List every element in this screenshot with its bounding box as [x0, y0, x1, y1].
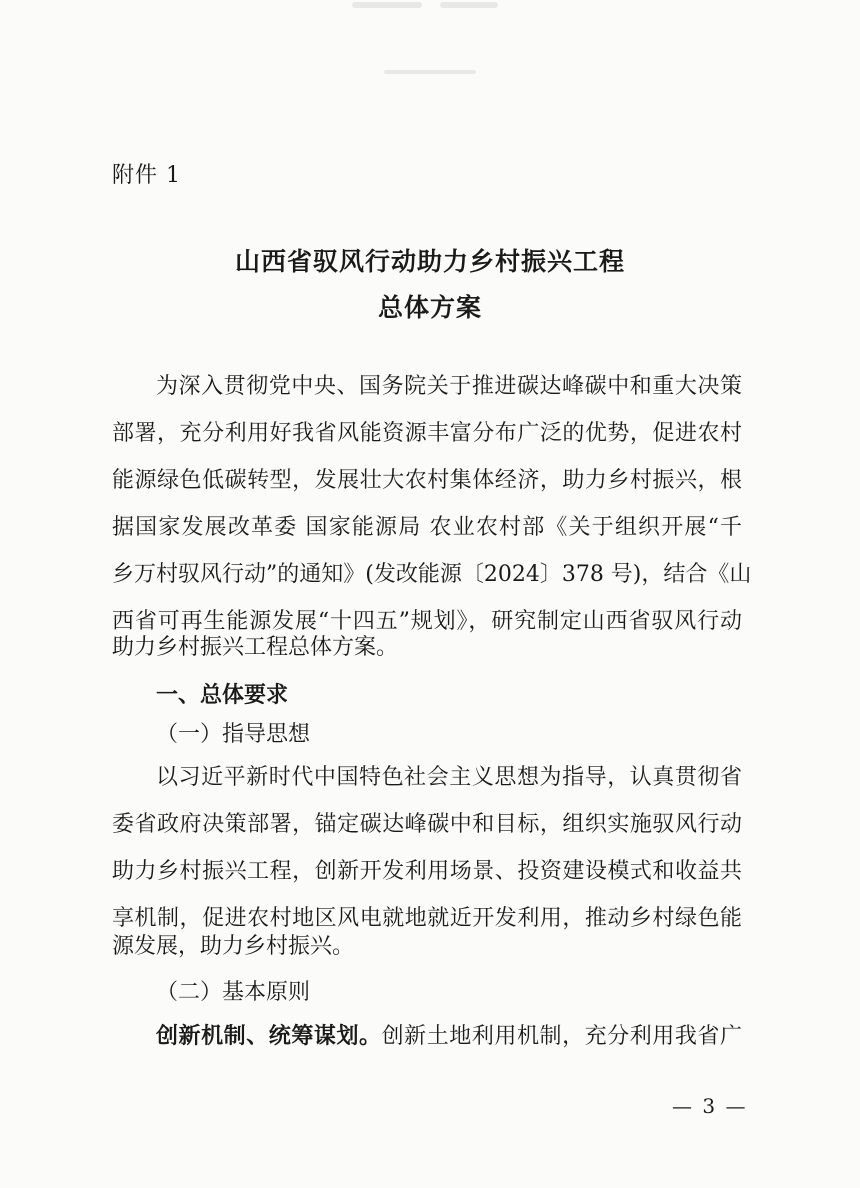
- principle-line: [156, 1021, 742, 1052]
- intro-line: 能源绿色低碳转型，发展壮大农村集体经济，助力乡村振兴，根: [112, 468, 742, 493]
- intro-line: 部署，充分利用好我省风能资源丰富分布广泛的优势，促进农村: [112, 421, 742, 446]
- guiding-line: 源发展，助力乡村振兴。: [112, 934, 355, 959]
- intro-line: 西省可再生能源发展“十四五”规划》，研究制定山西省驭风行动: [112, 609, 742, 634]
- bleed-through-mark: [352, 2, 422, 8]
- intro-line: 助力乡村振兴工程总体方案。: [112, 635, 399, 660]
- attachment-label: 附件 1: [112, 163, 181, 188]
- document-title-line-2: 总体方案: [377, 293, 482, 322]
- guiding-line: 享机制，促进农村地区风电就地就近开发利用，推动乡村绿色能: [112, 906, 742, 931]
- guiding-line: 助力乡村振兴工程，创新开发利用场景、投资建设模式和收益共: [112, 859, 742, 884]
- intro-line: 据国家发展改革委 国家能源局 农业农村部《关于组织开展“千: [112, 515, 742, 540]
- intro-line: 乡万村驭风行动”的通知》(发改能源〔2024〕378 号)，结合《山: [112, 562, 752, 587]
- page-number: — 3 —: [672, 1094, 748, 1118]
- intro-line: 为深入贯彻党中央、国务院关于推进碳达峰碳中和重大决策: [156, 374, 742, 399]
- section-heading: 一、总体要求: [156, 682, 289, 708]
- bleed-through-mark: [440, 2, 498, 8]
- document-title-line-1: 山西省驭风行动助力乡村振兴工程: [234, 247, 625, 276]
- principle-lead: 创新机制、统筹谋划。: [156, 1023, 382, 1049]
- guiding-line: 委省政府决策部署，锚定碳达峰碳中和目标，组织实施驭风行动: [112, 812, 742, 837]
- subsection-heading: （一）指导思想: [156, 722, 311, 747]
- subsection-heading: （二）基本原则: [156, 980, 311, 1005]
- guiding-line: 以习近平新时代中国特色社会主义思想为指导，认真贯彻省: [156, 765, 742, 790]
- bleed-through-mark: [384, 70, 476, 74]
- principle-text: 创新土地利用机制，充分利用我省广: [381, 1024, 742, 1049]
